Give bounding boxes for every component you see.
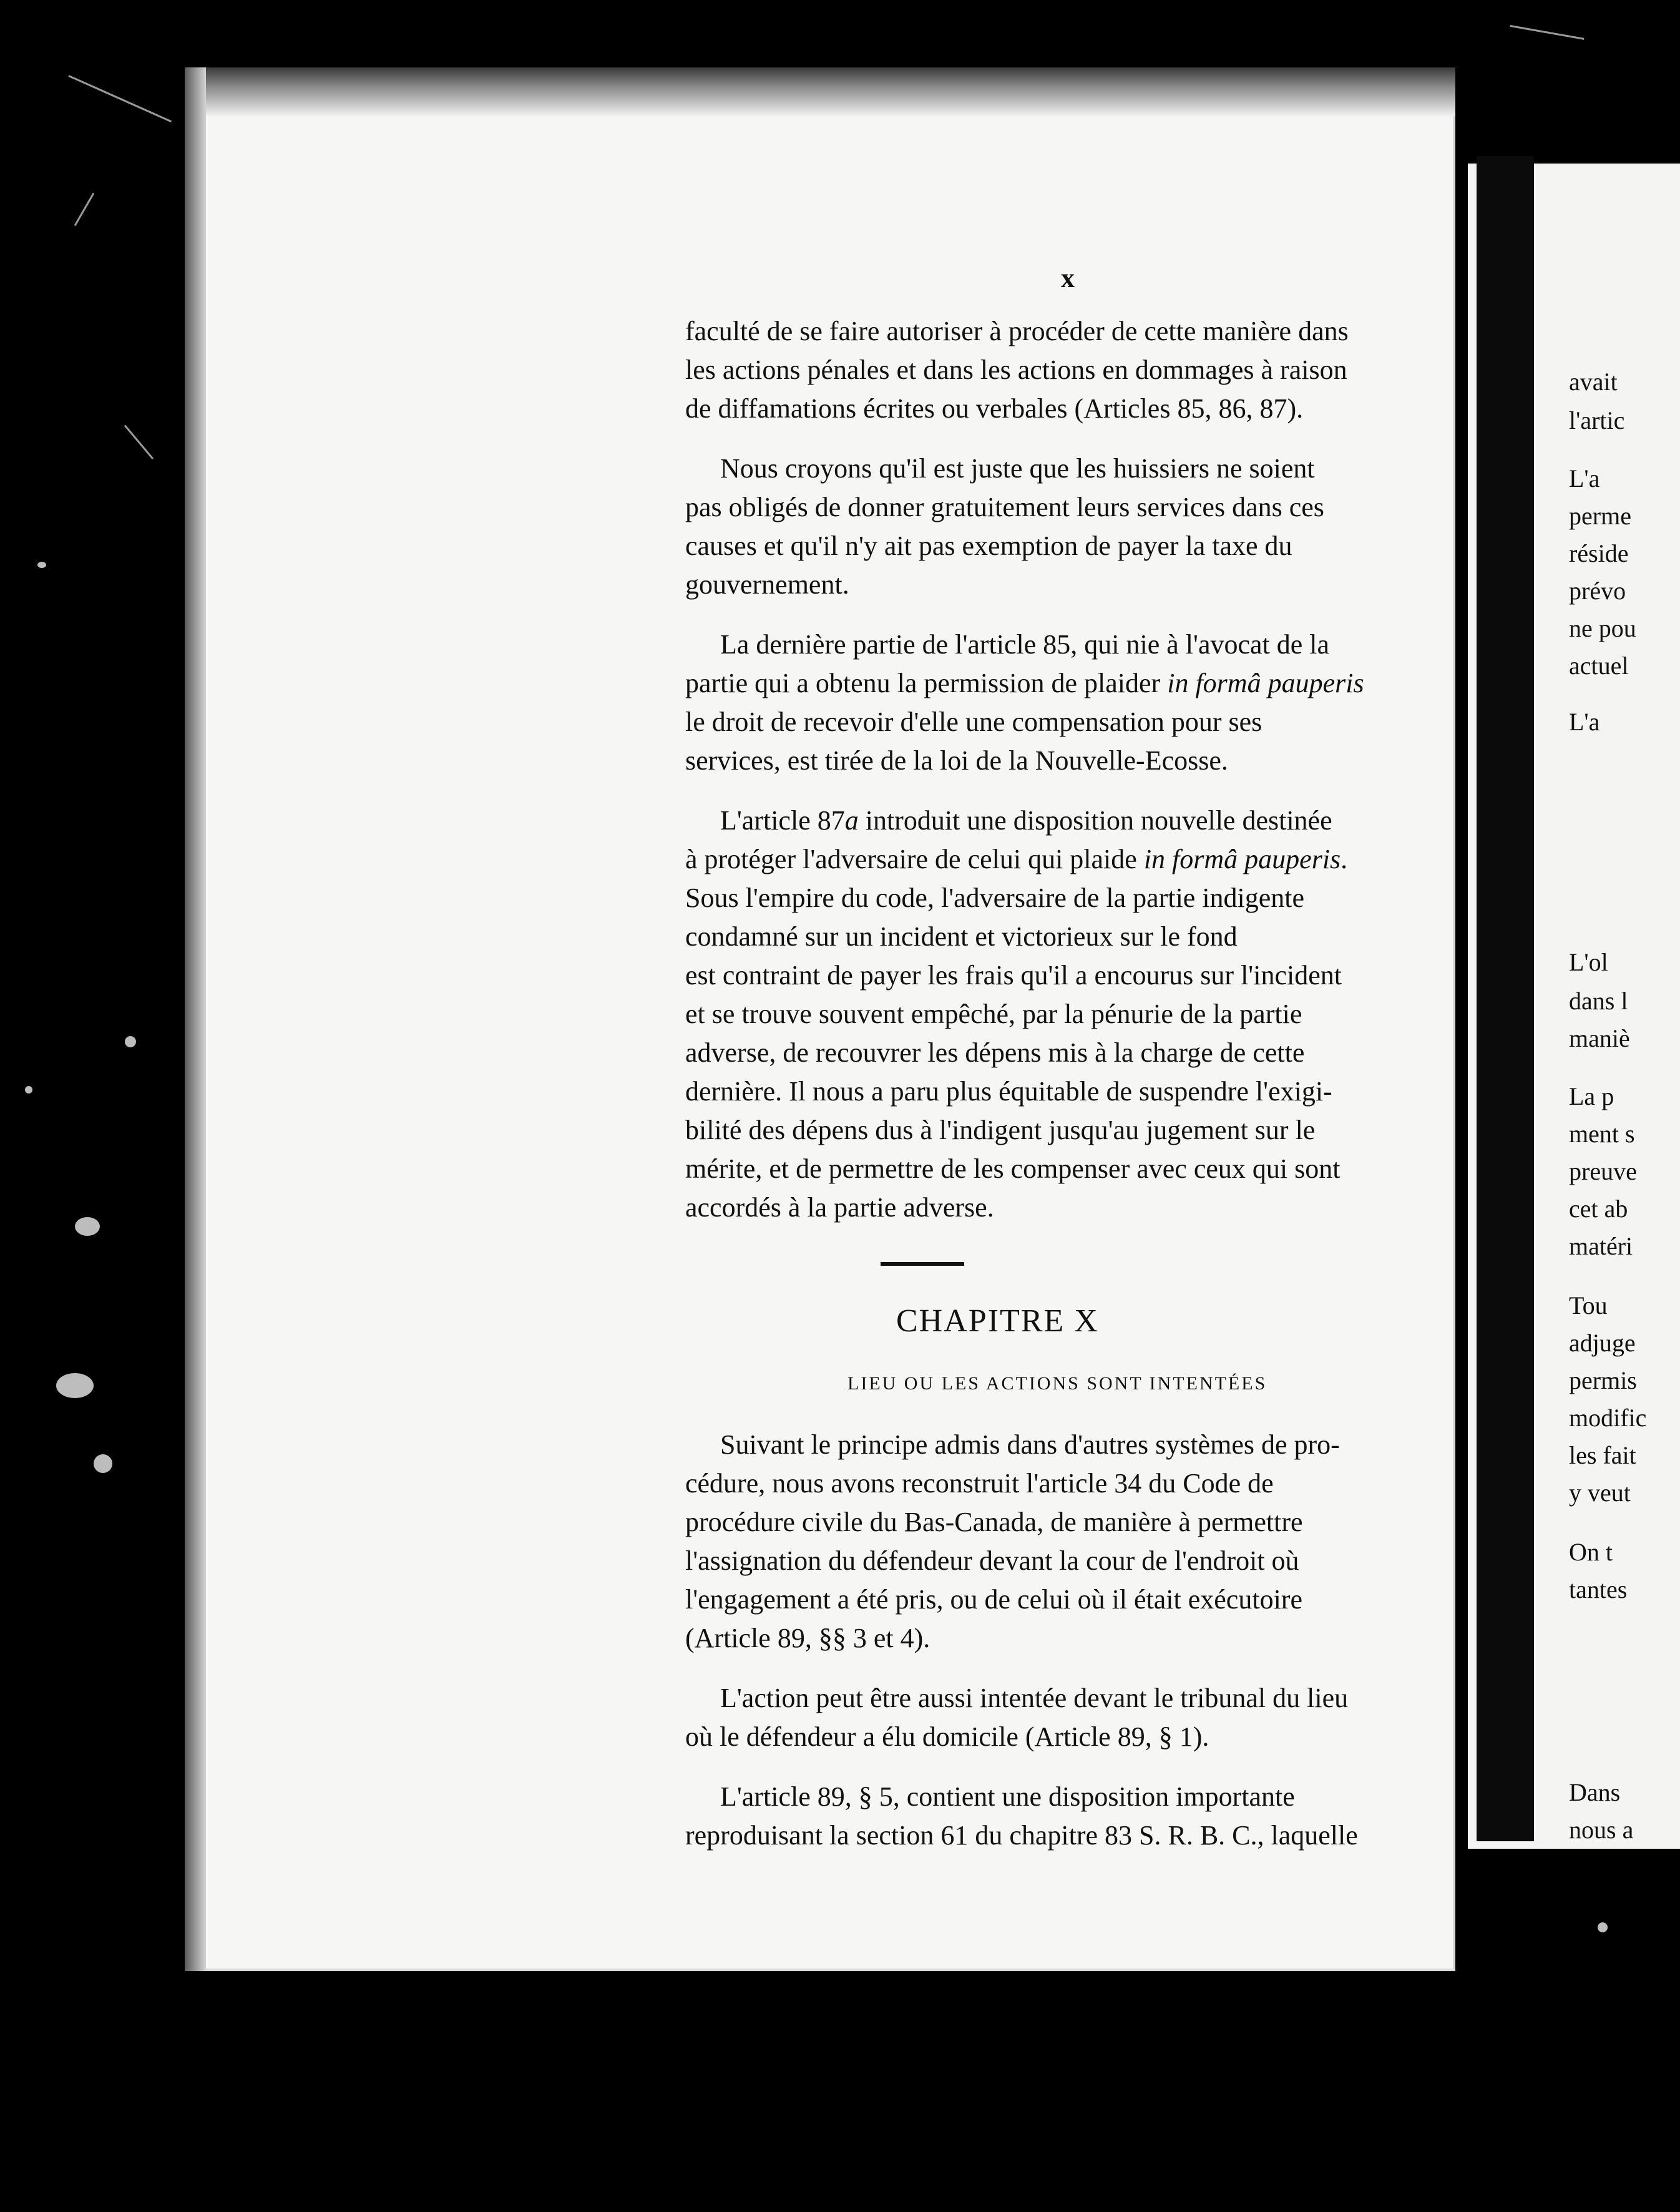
text-line: est contraint de payer les frais qu'il a encourus sur l'incident <box>685 960 1342 991</box>
paragraph <box>685 1426 1459 1658</box>
right-page-fragment: avait <box>1569 368 1618 396</box>
right-page-fragment: maniè <box>1569 1024 1630 1052</box>
right-page-binding-shadow <box>1477 156 1534 1841</box>
right-page-fragment: adjuge <box>1569 1329 1636 1357</box>
right-page-fragment: L'ol <box>1569 948 1608 976</box>
right-page-fragment: ne pou <box>1569 614 1636 642</box>
right-page-fragment: les fait <box>1569 1441 1636 1469</box>
scan-noise-speck <box>25 1086 32 1094</box>
right-page-fragment: cet ab <box>1569 1195 1628 1223</box>
text-line: condamné sur un incident et victorieux sur le fond <box>685 921 1238 952</box>
text-line: mérite, et de permettre de les compenser avec ceux qui sont <box>685 1153 1341 1184</box>
paragraph <box>685 625 1459 780</box>
text-line: l'engagement a été pris, ou de celui où il était exécutoire <box>685 1584 1302 1615</box>
right-page-fragment: l'artic <box>1569 406 1625 434</box>
scan-noise-streak <box>74 193 95 226</box>
text-line: et se trouve souvent empêché, par la pénurie de la partie <box>685 999 1302 1029</box>
right-page-fragment: modific <box>1569 1404 1647 1432</box>
text-line: L'action peut être aussi intentée devant le tribunal du lieu <box>720 1683 1349 1713</box>
page-top-shadow <box>185 67 1455 116</box>
right-page-fragment: Dans <box>1569 1778 1621 1806</box>
page-left-edge-shadow <box>185 67 206 1971</box>
text-line: (Article 89, §§ 3 et 4). <box>685 1623 930 1653</box>
paragraph <box>685 1679 1459 1756</box>
right-page-fragment: actuel <box>1569 652 1629 680</box>
text-line: L'article 87a introduit une disposition nouvelle destinée <box>720 805 1332 836</box>
text-line: Nous croyons qu'il est juste que les huissiers ne soient <box>720 453 1315 484</box>
scan-noise-streak <box>68 75 172 122</box>
text-line: cédure, nous avons reconstruit l'article 34 du Code de <box>685 1468 1274 1499</box>
right-page-fragment: réside <box>1569 539 1629 567</box>
right-page-fragment: perme <box>1569 502 1631 530</box>
right-page-fragment: matéri <box>1569 1232 1633 1260</box>
text-line: les actions pénales et dans les actions en dommages à raison <box>685 355 1347 385</box>
right-page-fragment: dans l <box>1569 987 1628 1015</box>
text-line: reproduisant la section 61 du chapitre 83 S. R. B. C., laquelle <box>685 1820 1358 1851</box>
chapter-subtitle: LIEU OU LES ACTIONS SONT INTENTÉES <box>847 1373 1267 1394</box>
text-line: services, est tirée de la loi de la Nouvelle-Ecosse. <box>685 745 1228 776</box>
text-line: partie qui a obtenu la permission de plaider in formâ pauperis <box>685 668 1364 698</box>
text-line: à protéger l'adversaire de celui qui plaide in formâ pauperis. <box>685 844 1348 874</box>
paragraph <box>685 312 1459 428</box>
text-line: causes et qu'il n'y ait pas exemption de payer la taxe du <box>685 531 1292 561</box>
right-page-fragment: Tou <box>1569 1291 1608 1319</box>
scan-noise-streak <box>124 425 154 460</box>
text-line: procédure civile du Bas-Canada, de manière à permettre <box>685 1507 1303 1537</box>
text-line: Suivant le principe admis dans d'autres systèmes de pro- <box>720 1429 1340 1460</box>
text-line: où le défendeur a élu domicile (Article 89, § 1). <box>685 1721 1209 1752</box>
page-body <box>685 312 1459 1851</box>
scan-noise-speck <box>94 1454 112 1473</box>
text-line: La dernière partie de l'article 85, qui nie à l'avocat de la <box>720 629 1330 660</box>
text-line: Sous l'empire du code, l'adversaire de la partie indigente <box>685 883 1305 913</box>
right-page-fragment: permis <box>1569 1366 1637 1394</box>
right-page-fragment: On t <box>1569 1538 1613 1566</box>
text-line: l'assignation du défendeur devant la cour de l'endroit où <box>685 1545 1299 1576</box>
right-page-fragment: ment s <box>1569 1120 1635 1148</box>
text-line: adverse, de recouvrer les dépens mis à la charge de cette <box>685 1037 1305 1068</box>
text-line: L'article 89, § 5, contient une disposition importante <box>720 1781 1295 1812</box>
text-line: accordés à la partie adverse. <box>685 1192 994 1223</box>
scan-noise-speck <box>75 1217 100 1236</box>
text-line: faculté de se faire autoriser à procéder de cette manière dans <box>685 316 1349 346</box>
text-line: dernière. Il nous a paru plus équitable de suspendre l'exigi- <box>685 1076 1332 1107</box>
section-divider-rule <box>881 1262 964 1266</box>
text-line: gouvernement. <box>685 569 849 600</box>
right-page-fragment: L'a <box>1569 708 1600 736</box>
right-page-fragment: tantes <box>1569 1575 1628 1603</box>
paragraph <box>685 801 1459 1227</box>
text-line: bilité des dépens dus à l'indigent jusqu'au jugement sur le <box>685 1115 1316 1145</box>
scan-noise-speck <box>56 1373 94 1398</box>
right-page-text <box>1560 0 1680 2212</box>
right-page-fragment: y veut <box>1569 1479 1631 1507</box>
right-page-fragment: La p <box>1569 1082 1614 1110</box>
scan-noise-speck <box>125 1036 136 1047</box>
right-page-fragment: L'a <box>1569 464 1600 492</box>
text-line: le droit de recevoir d'elle une compensation pour ses <box>685 707 1262 737</box>
chapter-title: CHAPITRE X <box>896 1303 1099 1339</box>
right-page-fragment: nous a <box>1569 1816 1634 1844</box>
paragraph <box>685 1778 1459 1855</box>
paragraph <box>685 449 1459 604</box>
right-page-fragment: prévo <box>1569 577 1626 605</box>
text-line: de diffamations écrites ou verbales (Articles 85, 86, 87). <box>685 393 1304 424</box>
text-line: pas obligés de donner gratuitement leurs services dans ces <box>685 492 1324 522</box>
right-page-fragment: preuve <box>1569 1157 1637 1185</box>
scan-noise-speck <box>37 562 46 568</box>
page-number: x <box>1061 263 1075 293</box>
